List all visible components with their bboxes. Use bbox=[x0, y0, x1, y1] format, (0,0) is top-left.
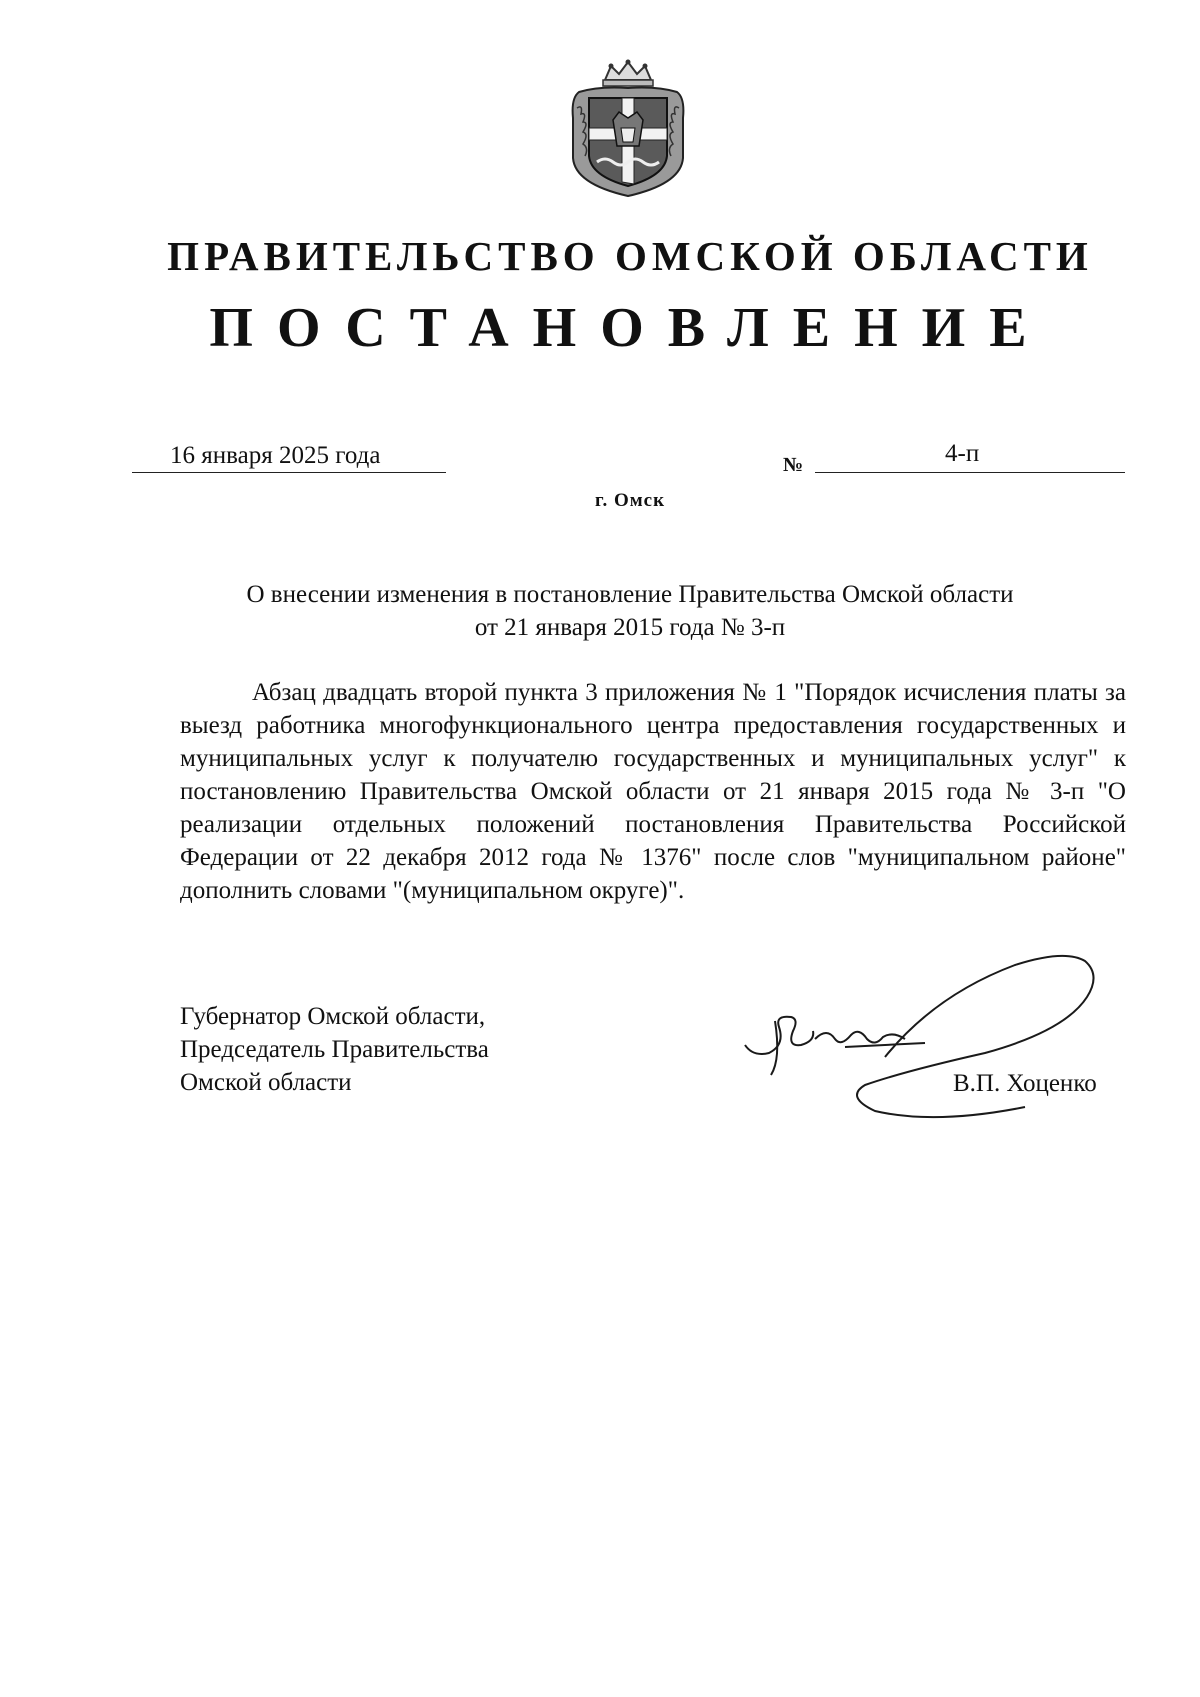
document-date-field bbox=[132, 442, 446, 473]
document-subject bbox=[180, 578, 1080, 644]
signer-name: В.П. Хоценко bbox=[953, 1070, 1097, 1097]
document-date: 16 января 2025 года bbox=[170, 442, 381, 469]
document-type-title: ПОСТАНОВЛЕНИЕ bbox=[209, 297, 1051, 359]
document-number: 4-п bbox=[945, 440, 980, 467]
omsk-coat-of-arms-icon bbox=[567, 58, 689, 198]
position-line-2: Председатель Правительства bbox=[180, 1036, 489, 1063]
organization-title: ПРАВИТЕЛЬСТВО ОМСКОЙ ОБЛАСТИ bbox=[167, 233, 1093, 279]
body-paragraph: Абзац двадцать второй пункта 3 приложения № 1 "Порядок исчисления платы за выезд работника многофункционального центра предоставления государственных и муниципальных услуг к получателю государственных и муниципальных услуг" к постановлению Правительства Омской области от 21 января 2015 года № 3-п "О реализации отдельных положений постановления Правительства Российской Федерации от 22 декабря 2012 года № 1376" после слов "муниципальном районе" дополнить словами "(муниципальном округе)". bbox=[180, 679, 1126, 904]
position-line-1: Губернатор Омской области, bbox=[180, 1003, 486, 1030]
document-number-field bbox=[815, 440, 1125, 473]
number-sign: № bbox=[783, 454, 804, 476]
subject-line-1: О внесении изменения в постановление Правительства Омской области bbox=[246, 581, 1014, 608]
subject-line-2: от 21 января 2015 года № 3-п bbox=[474, 614, 786, 641]
position-line-3: Омской области bbox=[180, 1069, 352, 1096]
document-city: г. Омск bbox=[594, 490, 666, 511]
signatory-position bbox=[180, 1000, 489, 1099]
